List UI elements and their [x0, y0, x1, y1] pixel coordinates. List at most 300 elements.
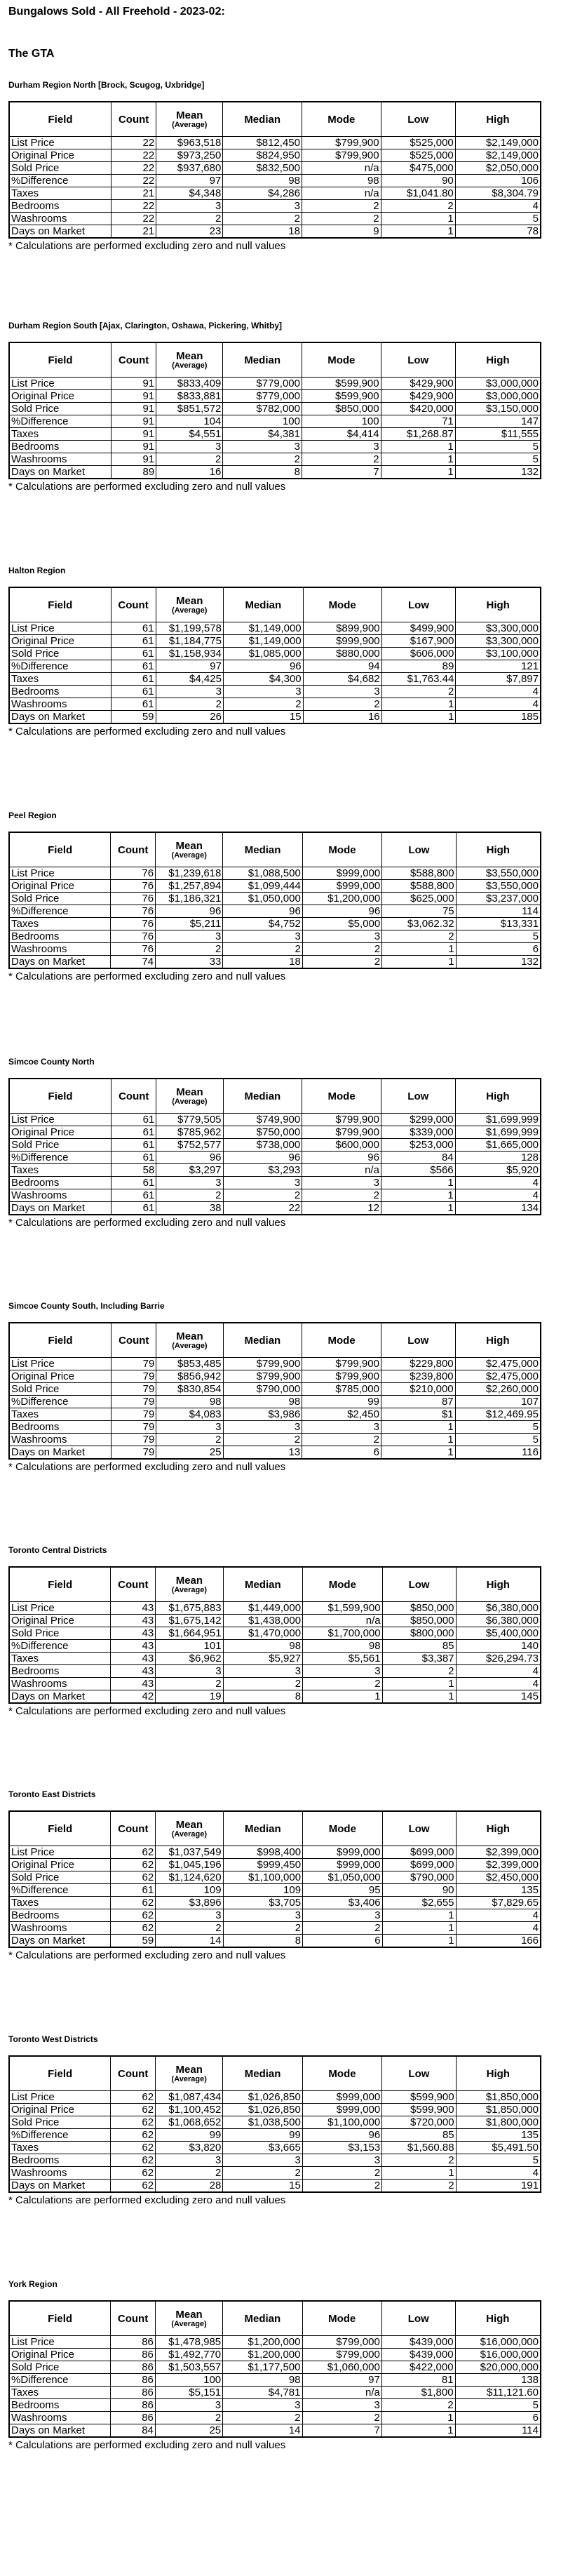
table-row [9, 893, 541, 905]
column-header-low [382, 2056, 456, 2091]
column-header-label: High [486, 1090, 510, 1102]
value-cell-mean: 26 [156, 711, 223, 724]
value-cell-high: 191 [456, 2180, 541, 2193]
field-cell: %Difference [9, 2374, 111, 2387]
value-cell-count: 79 [111, 1421, 156, 1434]
field-cell: Bedrooms [9, 2154, 111, 2167]
value-cell-count: 61 [111, 622, 156, 635]
value-cell-count: 59 [111, 1935, 156, 1948]
value-cell-count: 91 [111, 441, 156, 453]
value-cell-median: 3 [223, 1665, 303, 1678]
value-cell-low: 90 [381, 175, 455, 187]
column-header-label: Median [244, 354, 280, 366]
column-header-label: High [486, 113, 510, 126]
value-cell-high: 114 [456, 905, 541, 918]
column-header-mean [156, 832, 223, 867]
value-cell-median: 2 [223, 1922, 303, 1935]
field-cell: Washrooms [9, 1922, 111, 1935]
value-cell-low: $720,000 [382, 2116, 456, 2129]
field-cell: Washrooms [9, 213, 111, 225]
column-header-label: Mode [328, 2067, 356, 2080]
value-cell-count: 43 [111, 1627, 156, 1640]
value-cell-median: 15 [223, 711, 303, 724]
table-row [9, 686, 541, 698]
value-cell-mean: 109 [156, 1884, 223, 1897]
table-row [9, 2361, 541, 2374]
value-cell-high: 5 [455, 1421, 541, 1434]
value-cell-low: $439,000 [381, 2349, 455, 2361]
table-row [9, 1678, 541, 1690]
value-cell-median: 13 [223, 1446, 302, 1460]
value-cell-count: 22 [111, 162, 156, 175]
value-cell-count: 62 [111, 2180, 156, 2193]
value-cell-high: $11,121.60 [455, 2387, 541, 2399]
table-row [9, 1653, 541, 1665]
value-cell-mode: n/a [302, 1164, 381, 1177]
column-header-label: Median [244, 1822, 281, 1835]
field-cell: Taxes [9, 1408, 111, 1421]
value-cell-high: 5 [455, 2399, 541, 2412]
value-cell-mode: $1,060,000 [302, 2361, 381, 2374]
value-cell-mode: 16 [303, 711, 381, 724]
field-cell: Washrooms [9, 1189, 111, 1202]
value-cell-mean: $1,664,951 [156, 1627, 223, 1640]
value-cell-count: 79 [111, 1396, 156, 1408]
table-row [9, 200, 541, 213]
column-header-label: Mode [328, 1822, 356, 1835]
value-cell-mean: $1,186,321 [156, 893, 223, 905]
table-row [9, 1383, 541, 1396]
column-header-high [455, 2301, 541, 2336]
value-cell-count: 61 [111, 1202, 156, 1215]
field-cell: Original Price [9, 1370, 111, 1383]
column-header-label: Median [244, 113, 280, 126]
column-header-label: Median [244, 1334, 281, 1347]
value-cell-mean: 2 [156, 1922, 223, 1935]
column-header-mean [156, 1323, 223, 1358]
value-cell-mean: $752,577 [156, 1139, 223, 1152]
value-cell-mode: $785,000 [302, 1383, 381, 1396]
table-row [9, 2399, 541, 2412]
table-row [9, 2116, 541, 2129]
column-header-field [9, 832, 111, 867]
value-cell-count: 76 [111, 880, 156, 893]
field-cell: Washrooms [9, 1434, 111, 1446]
value-cell-mode: $999,000 [302, 2091, 381, 2104]
value-cell-median: 3 [223, 1177, 302, 1189]
value-cell-mean: 3 [156, 1421, 223, 1434]
table-row [9, 918, 541, 930]
column-header-label: High [486, 354, 510, 366]
value-cell-high: 106 [455, 175, 541, 187]
column-header-field [9, 1079, 111, 1114]
value-cell-high: $5,491.50 [456, 2142, 541, 2154]
field-cell: %Difference [9, 1396, 111, 1408]
value-cell-low: $1,560.88 [382, 2142, 456, 2154]
column-header-mode [302, 2056, 381, 2091]
column-header-label: High [486, 1334, 510, 1347]
value-cell-low: 2 [382, 930, 456, 943]
value-cell-median: 3 [223, 2154, 302, 2167]
value-cell-median: 98 [223, 1640, 303, 1653]
table-row [9, 867, 541, 880]
value-cell-mode: 3 [302, 930, 381, 943]
value-cell-low: $790,000 [382, 1871, 456, 1884]
column-header-label: High [486, 1822, 510, 1835]
value-cell-mean: $1,675,883 [156, 1602, 223, 1615]
column-header-label: Field [48, 1334, 73, 1347]
table-row [9, 2374, 541, 2387]
value-cell-median: $3,986 [223, 1408, 302, 1421]
column-header-count [111, 342, 156, 378]
column-header-label: Median [245, 599, 282, 611]
footnote: * Calculations are performed excluding zero and null values [8, 1461, 286, 1473]
value-cell-mean: $833,409 [156, 378, 223, 390]
value-cell-mode: $2,450 [302, 1408, 381, 1421]
table-row [9, 1897, 541, 1909]
column-header-high [456, 832, 541, 867]
value-cell-mean: $5,211 [156, 918, 223, 930]
table-row [9, 711, 541, 724]
column-header-label: High [486, 1578, 510, 1591]
value-cell-high: $11,555 [455, 428, 541, 441]
value-cell-mean: 2 [156, 1434, 223, 1446]
value-cell-low: 1 [381, 1202, 455, 1215]
value-cell-count: 86 [111, 2336, 156, 2349]
field-cell: Bedrooms [9, 441, 111, 453]
value-cell-mode: $799,900 [302, 1126, 381, 1139]
value-cell-high: $1,800,000 [456, 2116, 541, 2129]
column-header-low [381, 2301, 455, 2336]
table-row [9, 2349, 541, 2361]
value-cell-high: $3,100,000 [456, 648, 541, 660]
value-cell-mode: 1 [303, 1690, 383, 1704]
column-header-mode [303, 587, 381, 622]
column-header-label: High [486, 843, 510, 856]
value-cell-high: $1,699,999 [455, 1126, 541, 1139]
value-cell-count: 86 [111, 2349, 156, 2361]
value-cell-median: 96 [223, 660, 303, 673]
header-row [9, 342, 541, 378]
region-section-toronto-central-districts [8, 1544, 541, 1717]
value-cell-mean: 100 [155, 2374, 222, 2387]
value-cell-high: 128 [455, 1152, 541, 1164]
value-cell-low: 2 [381, 2399, 455, 2412]
value-cell-mean: $1,492,770 [155, 2349, 222, 2361]
value-cell-median: $738,000 [223, 1139, 302, 1152]
value-cell-mode: 2 [302, 2412, 381, 2424]
value-cell-mean: $1,257,894 [156, 880, 223, 893]
column-header-high [455, 342, 541, 378]
table-row [9, 2091, 541, 2104]
value-cell-low: 1 [382, 943, 456, 956]
value-cell-mode: $799,900 [302, 1114, 381, 1126]
value-cell-mode: 99 [302, 1396, 381, 1408]
field-cell: Washrooms [9, 1678, 111, 1690]
value-cell-median: 2 [223, 1434, 302, 1446]
value-cell-mean: 23 [156, 225, 223, 239]
footnote: * Calculations are performed excluding zero and null values [8, 726, 286, 738]
table-row [9, 1189, 541, 1202]
column-header-high [456, 1567, 541, 1602]
value-cell-low: 1 [382, 1678, 456, 1690]
value-cell-mean: $1,068,652 [156, 2116, 223, 2129]
value-cell-mode: 6 [303, 1935, 383, 1948]
header-row [9, 102, 541, 137]
value-cell-mode: n/a [302, 187, 381, 200]
field-cell: Original Price [9, 1126, 111, 1139]
field-cell: Taxes [9, 1653, 111, 1665]
column-header-median [223, 832, 302, 867]
table-row [9, 1202, 541, 1215]
footnote: * Calculations are performed excluding zero and null values [8, 2194, 286, 2206]
column-header-label: High [486, 599, 510, 611]
table-row [9, 1665, 541, 1678]
value-cell-median: $799,900 [223, 1358, 302, 1370]
value-cell-count: 22 [111, 200, 156, 213]
column-header-field [9, 1567, 111, 1602]
column-header-label: Low [407, 354, 429, 366]
value-cell-mode: 96 [302, 2129, 381, 2142]
value-cell-mode: n/a [302, 2387, 381, 2399]
column-header-high [456, 2056, 541, 2091]
field-cell: Days on Market [9, 1935, 111, 1948]
value-cell-high: $1,850,000 [456, 2104, 541, 2116]
value-cell-high: 5 [455, 453, 541, 466]
value-cell-median: $832,500 [223, 162, 302, 175]
value-cell-median: 96 [223, 1152, 302, 1164]
column-header-label: Field [48, 2067, 73, 2080]
value-cell-mean: 38 [156, 1202, 223, 1215]
value-cell-count: 62 [111, 1859, 156, 1871]
table-row [9, 1370, 541, 1383]
table-row [9, 2424, 541, 2438]
value-cell-median: $4,752 [223, 918, 302, 930]
field-cell: %Difference [9, 1152, 111, 1164]
value-cell-mode: 94 [303, 660, 381, 673]
value-cell-high: $6,380,000 [456, 1602, 541, 1615]
value-cell-mode: 2 [303, 1922, 383, 1935]
table-row [9, 2142, 541, 2154]
value-cell-low: $429,900 [381, 378, 455, 390]
value-cell-count: 62 [111, 1922, 156, 1935]
value-cell-median: $1,177,500 [223, 2361, 302, 2374]
column-header-high [455, 1079, 541, 1114]
value-cell-high: 166 [456, 1935, 541, 1948]
value-cell-mean: $1,087,434 [156, 2091, 223, 2104]
value-cell-low: 81 [381, 2374, 455, 2387]
value-cell-median: $1,088,500 [223, 867, 302, 880]
header-row [9, 832, 541, 867]
value-cell-mode: $999,000 [302, 880, 381, 893]
table-row [9, 1602, 541, 1615]
column-header-mean [156, 2056, 223, 2091]
column-header-median [223, 587, 303, 622]
value-cell-median: 99 [223, 2129, 302, 2142]
column-header-mode [303, 1567, 383, 1602]
column-header-label: Field [48, 1822, 73, 1835]
column-header-high [455, 1323, 541, 1358]
value-cell-count: 61 [111, 1126, 156, 1139]
field-cell: Bedrooms [9, 1177, 111, 1189]
column-header-label: Count [118, 1578, 149, 1591]
stats-table [8, 1810, 541, 1948]
column-header-low [382, 832, 456, 867]
value-cell-median: $1,026,850 [223, 2091, 302, 2104]
value-cell-count: 22 [111, 149, 156, 162]
value-cell-mode: $850,000 [302, 403, 381, 415]
value-cell-median: $4,286 [223, 187, 302, 200]
region-title: Toronto West Districts [8, 2034, 98, 2044]
value-cell-mean: 98 [156, 1396, 223, 1408]
value-cell-high: $3,150,000 [455, 403, 541, 415]
value-cell-high: 4 [456, 2167, 541, 2180]
value-cell-high: 121 [456, 660, 541, 673]
value-cell-high: $2,149,000 [455, 137, 541, 149]
value-cell-mode: 2 [302, 2167, 381, 2180]
field-cell: Bedrooms [9, 686, 111, 698]
value-cell-low: 1 [381, 1446, 455, 1460]
value-cell-low: $850,000 [382, 1602, 456, 1615]
value-cell-mean: 3 [156, 930, 223, 943]
column-header-count [111, 1567, 156, 1602]
value-cell-high: $3,237,000 [456, 893, 541, 905]
value-cell-low: $599,900 [382, 2104, 456, 2116]
value-cell-mean: $3,896 [156, 1897, 223, 1909]
footnote: * Calculations are performed excluding zero and null values [8, 1705, 286, 1717]
value-cell-low: $475,000 [381, 162, 455, 175]
table-row [9, 1358, 541, 1370]
value-cell-median: 22 [223, 1202, 302, 1215]
value-cell-median: $1,085,000 [223, 648, 303, 660]
value-cell-low: 1 [381, 1189, 455, 1202]
table-row [9, 2104, 541, 2116]
column-header-label: Field [48, 2312, 73, 2325]
stats-table [8, 101, 541, 239]
header-row [9, 2056, 541, 2091]
value-cell-high: 5 [455, 441, 541, 453]
value-cell-median: $1,099,444 [223, 880, 302, 893]
field-cell: List Price [9, 2336, 111, 2349]
value-cell-count: 79 [111, 1434, 156, 1446]
field-cell: %Difference [9, 175, 111, 187]
field-cell: Taxes [9, 673, 111, 686]
value-cell-mode: 3 [302, 441, 381, 453]
column-header-mean [155, 2301, 222, 2336]
value-cell-mode: $999,000 [302, 867, 381, 880]
stats-table [8, 342, 541, 479]
column-header-median [223, 342, 302, 378]
value-cell-low: 71 [381, 415, 455, 428]
value-cell-high: $2,399,000 [456, 1859, 541, 1871]
value-cell-mean: 2 [156, 943, 223, 956]
value-cell-count: 86 [111, 2399, 156, 2412]
value-cell-mode: 6 [302, 1446, 381, 1460]
table-row [9, 2336, 541, 2349]
value-cell-low: $2,655 [382, 1897, 456, 1909]
field-cell: Sold Price [9, 893, 111, 905]
value-cell-low: $253,000 [381, 1139, 455, 1152]
value-cell-low: $566 [381, 1164, 455, 1177]
value-cell-count: 91 [111, 415, 156, 428]
table-row [9, 1139, 541, 1152]
value-cell-low: $699,000 [382, 1846, 456, 1859]
value-cell-high: 5 [455, 213, 541, 225]
value-cell-count: 62 [111, 1871, 156, 1884]
value-cell-count: 79 [111, 1358, 156, 1370]
value-cell-mode: $799,900 [302, 1358, 381, 1370]
value-cell-median: $1,200,000 [223, 2349, 302, 2361]
value-cell-mean: $1,199,578 [156, 622, 223, 635]
column-header-label: Low [407, 1090, 429, 1102]
value-cell-count: 61 [111, 1189, 156, 1202]
column-header-label: Low [407, 1334, 429, 1347]
value-cell-high: 4 [456, 686, 541, 698]
column-header-label: High [486, 2312, 510, 2325]
value-cell-mean: 25 [155, 2424, 222, 2438]
column-header-low [382, 1811, 456, 1846]
table-row [9, 466, 541, 479]
value-cell-median: $3,293 [223, 1164, 302, 1177]
field-cell: Taxes [9, 187, 111, 200]
table-row [9, 622, 541, 635]
table-row [9, 378, 541, 390]
table-row [9, 880, 541, 893]
value-cell-median: 2 [223, 213, 302, 225]
value-cell-median: $3,665 [223, 2142, 302, 2154]
table-row [9, 175, 541, 187]
value-cell-median: 3 [223, 200, 302, 213]
value-cell-mode: $799,900 [302, 137, 381, 149]
region-title: Durham Region North [Brock, Scugog, Uxbridge] [8, 80, 205, 90]
field-cell: Sold Price [9, 648, 111, 660]
value-cell-count: 62 [111, 2129, 156, 2142]
table-row [9, 187, 541, 200]
column-header-field [9, 1811, 111, 1846]
column-header-label: Count [118, 599, 149, 611]
value-cell-mode: 7 [302, 2424, 381, 2438]
field-cell: Bedrooms [9, 930, 111, 943]
value-cell-count: 61 [111, 1884, 156, 1897]
field-cell: Bedrooms [9, 200, 111, 213]
value-cell-mean: 33 [156, 956, 223, 969]
value-cell-mean: $1,184,775 [156, 635, 223, 648]
value-cell-count: 84 [111, 2424, 156, 2438]
value-cell-mode: 2 [303, 698, 381, 711]
value-cell-mode: $5,000 [302, 918, 381, 930]
column-header-count [111, 1079, 156, 1114]
value-cell-low: $210,000 [381, 1383, 455, 1396]
value-cell-low: 1 [382, 1909, 456, 1922]
value-cell-mode: $999,000 [303, 1846, 383, 1859]
value-cell-median: 2 [223, 698, 303, 711]
table-row [9, 1114, 541, 1126]
column-header-label: Count [118, 2067, 149, 2080]
field-cell: Original Price [9, 390, 111, 403]
value-cell-mean: 3 [156, 441, 223, 453]
value-cell-mean: $1,239,618 [156, 867, 223, 880]
value-cell-mode: $799,000 [302, 2336, 381, 2349]
value-cell-high: $1,699,999 [455, 1114, 541, 1126]
stats-table [8, 2055, 541, 2193]
value-cell-high: 5 [456, 930, 541, 943]
stats-table [8, 1078, 541, 1215]
value-cell-mode: $899,900 [303, 622, 381, 635]
value-cell-count: 59 [111, 711, 156, 724]
value-cell-high: 4 [456, 1665, 541, 1678]
value-cell-mean: 25 [156, 1446, 223, 1460]
value-cell-count: 86 [111, 2387, 156, 2399]
